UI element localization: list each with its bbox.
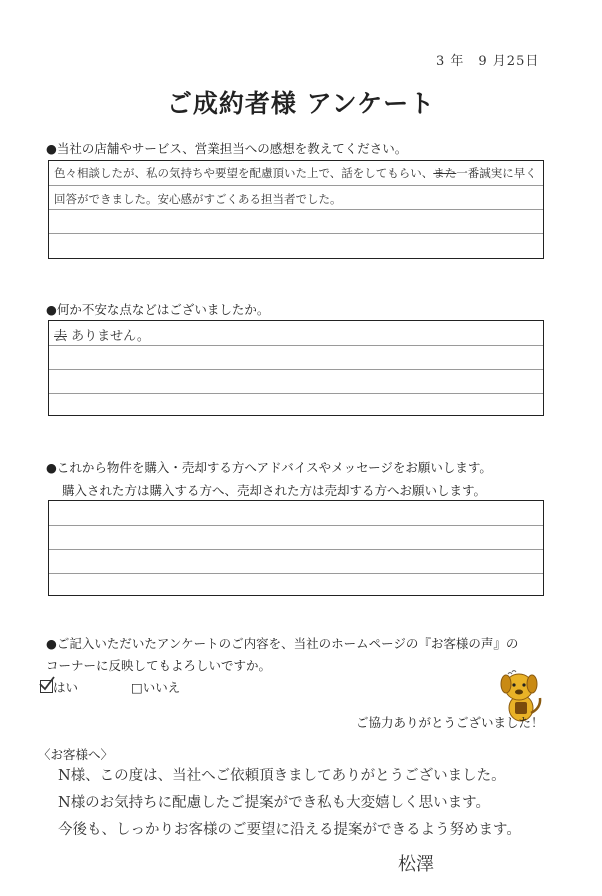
answer-2-struck: 去	[54, 329, 68, 344]
answer-1-line-1	[54, 165, 537, 181]
reply-line-2: N様のお気持ちに配慮したご提案ができ私も大変嬉しく思います。	[58, 795, 491, 811]
option-yes-label: はい	[53, 680, 79, 695]
answer-1-text-end: 一番誠実に早く	[456, 166, 537, 180]
reply-line-3: 今後も、しっかりお客様のご要望に沿える提案ができるよう努めます。	[58, 822, 521, 838]
question-3: ●これから物件を購入・売却する方へアドバイスやメッセージをお願いします。	[46, 460, 492, 475]
survey-date: 3 年 9 月25日	[436, 54, 540, 69]
question-1: ●当社の店舗やサービス、営業担当への感想を教えてください。	[46, 141, 408, 156]
ruled-line	[49, 345, 543, 346]
answer-box-2[interactable]	[48, 320, 544, 416]
ruled-line	[49, 233, 543, 234]
staff-signature: 松澤	[398, 854, 434, 875]
option-yes[interactable]	[40, 678, 78, 696]
answer-1-struck: また	[433, 166, 457, 180]
answer-box-3[interactable]	[48, 500, 544, 596]
answer-2-text: ありません。	[71, 329, 150, 344]
answer-1-line-2: 回答ができました。安心感がすごくある担当者でした。	[54, 192, 342, 206]
question-2: ●何か不安な点などはございましたか。	[46, 302, 270, 317]
ruled-line	[49, 209, 543, 210]
answer-1-text: 色々相談したが、私の気持ちや要望を配慮頂いた上で、話をしてもらい、	[54, 166, 434, 180]
question-3-subtext: 購入された方は購入する方へ、売却された方は売却する方へお願いします。	[62, 483, 487, 498]
reply-line-1: N様、この度は、当社へご依頼頂きましてありがとうございました。	[58, 768, 506, 784]
checkmark-icon	[38, 676, 56, 692]
ruled-line	[49, 573, 543, 574]
question-4-subtext: コーナーに反映してもよろしいですか。	[46, 658, 272, 673]
answer-2-line-1	[54, 325, 150, 344]
ruled-line	[49, 549, 543, 550]
question-4: ●ご記入いただいたアンケートのご内容を、当社のホームページの『お客様の声』の	[46, 636, 519, 651]
option-no[interactable]: □いいえ	[131, 680, 181, 695]
ruled-line	[49, 393, 543, 394]
checkbox-checked-icon[interactable]	[40, 680, 53, 693]
ruled-line	[49, 525, 543, 526]
answer-box-1[interactable]	[48, 160, 544, 259]
reply-heading: 〈お客様へ〉	[38, 747, 114, 762]
page-title: ご成約者様 アンケート	[166, 89, 436, 118]
ruled-line	[49, 185, 543, 186]
thanks-message: ご協力ありがとうございました！	[356, 715, 544, 730]
ruled-line	[49, 369, 543, 370]
